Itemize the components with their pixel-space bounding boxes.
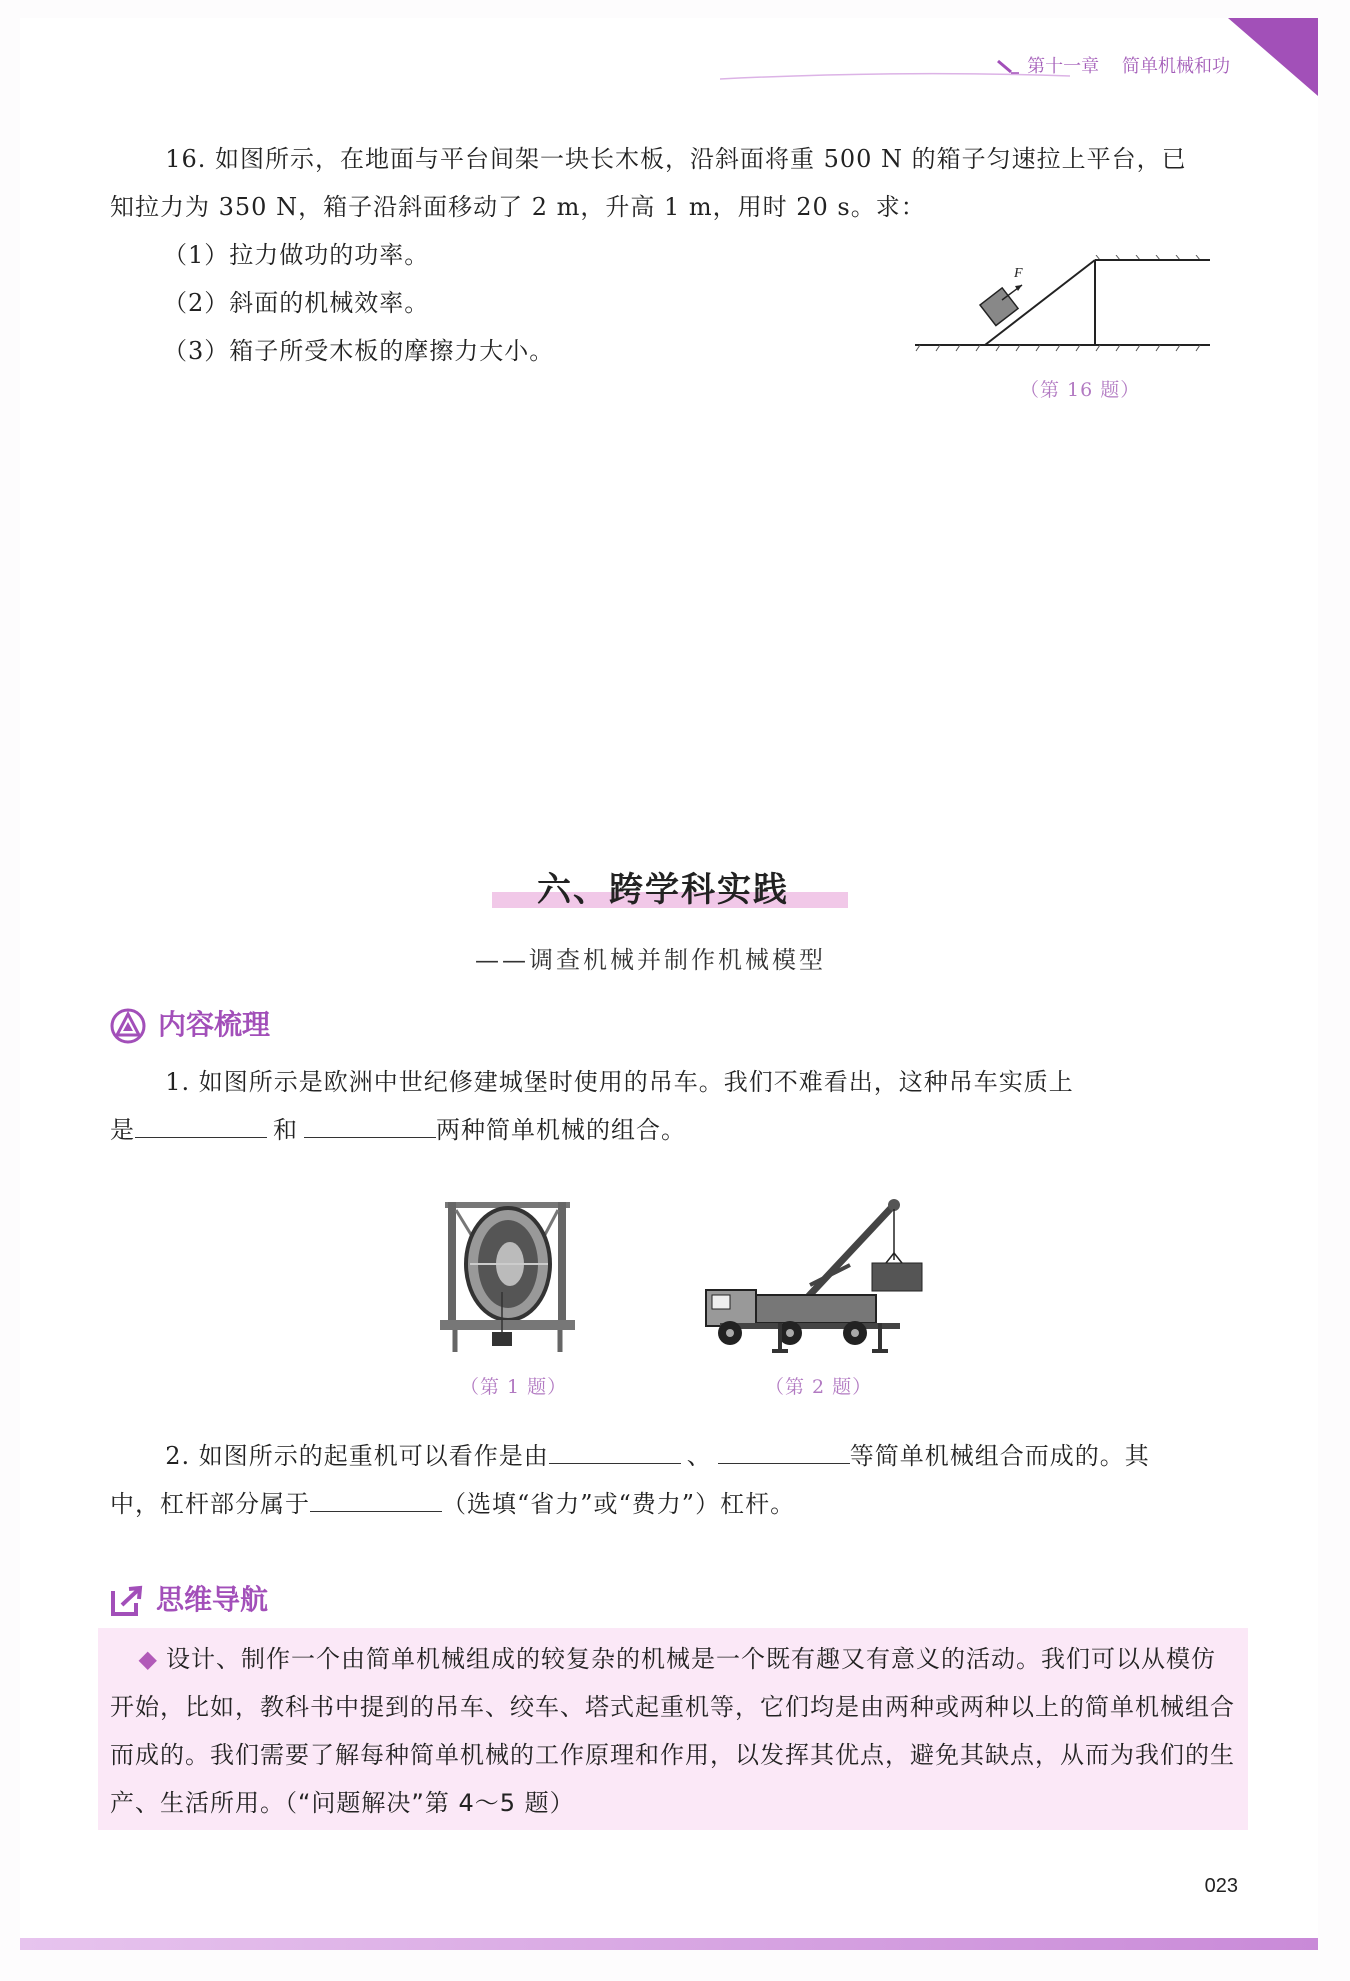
q16-sub-2: （2）斜面的机械效率。	[163, 289, 430, 317]
incline-figure	[910, 255, 1220, 360]
nav-text: 设计、制作一个由简单机械组成的较复杂的机械是一个既有趣又有意义的活动。我们可以从模仿开始，比如，教科书中提到的吊车、绞车、塔式起重机等，它们均是由两种或两种以上的简单机械组合而成的。我们需要了解每种简单机械的工作原理和作用，以发挥其优点，避免其缺点，从而为我们的生产、生活所用。（“问题解决”第 4～5 题）	[110, 1645, 1235, 1817]
q1-text-a: 是	[110, 1116, 135, 1144]
q2-text-c: 等简单机械组合而成的。其	[849, 1442, 1150, 1470]
q2-text-e: （选填“省力”或“费力”）杠杆。	[442, 1490, 796, 1518]
triangle-circle-icon	[110, 1008, 146, 1044]
answer-blank[interactable]	[304, 1111, 436, 1138]
q1-line-2	[110, 1106, 1240, 1154]
fig1-caption: （第 1 题）	[460, 1376, 568, 1398]
page-number: 023	[1204, 1875, 1238, 1897]
question-1	[110, 1058, 1240, 1154]
answer-blank[interactable]	[549, 1437, 681, 1464]
q1-text-b: 和	[273, 1116, 298, 1144]
corner-decoration	[1228, 18, 1318, 96]
nav-paragraph	[110, 1635, 1240, 1827]
answer-blank[interactable]	[310, 1485, 442, 1512]
section-title	[492, 862, 848, 914]
q16-sub-1: （1）拉力做功的功率。	[163, 241, 430, 269]
nav-heading	[110, 1578, 268, 1618]
content-heading-text: 内容梳理	[158, 1008, 271, 1041]
answer-blank[interactable]	[135, 1111, 267, 1138]
q2-text-a: 2. 如图所示的起重机可以看作是由	[165, 1442, 549, 1470]
q16-line-2: 知拉力为 350 N，箱子沿斜面移动了 2 m，升高 1 m，用时 20 s。求：	[110, 193, 926, 221]
nav-heading-text: 思维导航	[156, 1583, 269, 1616]
fig2-caption: （第 2 题）	[765, 1376, 873, 1398]
chapter-number: 第十一章	[1027, 56, 1100, 77]
q2-text-d: 中，杠杆部分属于	[110, 1490, 310, 1518]
q2-text-b: 、	[686, 1442, 712, 1470]
q2-line-1	[110, 1432, 1240, 1480]
running-header	[995, 52, 1230, 78]
question-2	[110, 1432, 1240, 1528]
medieval-crane-figure	[440, 1192, 575, 1352]
section-title-text: 六、跨学科实践	[537, 870, 789, 910]
q16-line-1: 16. 如图所示，在地面与平台间架一块长木板，沿斜面将重 500 N 的箱子匀速拉上平台，已	[165, 145, 1187, 173]
arrow-box-icon	[110, 1585, 144, 1617]
section-subtitle: ——调查机械并制作机械模型	[475, 946, 826, 974]
pen-icon	[995, 59, 1021, 75]
q1-text-c: 两种简单机械的组合。	[436, 1116, 686, 1144]
q1-line-1: 1. 如图所示是欧洲中世纪修建城堡时使用的吊车。我们不难看出，这种吊车实质上	[165, 1068, 1074, 1096]
bottom-bar	[20, 1938, 1318, 1950]
q16-caption: （第 16 题）	[1020, 379, 1141, 401]
mobile-crane-figure	[700, 1195, 932, 1357]
content-heading	[110, 1003, 270, 1044]
force-label: F	[1014, 266, 1023, 281]
chapter-title: 简单机械和功	[1122, 56, 1230, 77]
q16-sub-3: （3）箱子所受木板的摩擦力大小。	[163, 337, 555, 365]
diamond-bullet-icon: ◆	[138, 1645, 158, 1673]
answer-blank[interactable]	[718, 1437, 850, 1464]
q2-line-2	[110, 1480, 1240, 1528]
